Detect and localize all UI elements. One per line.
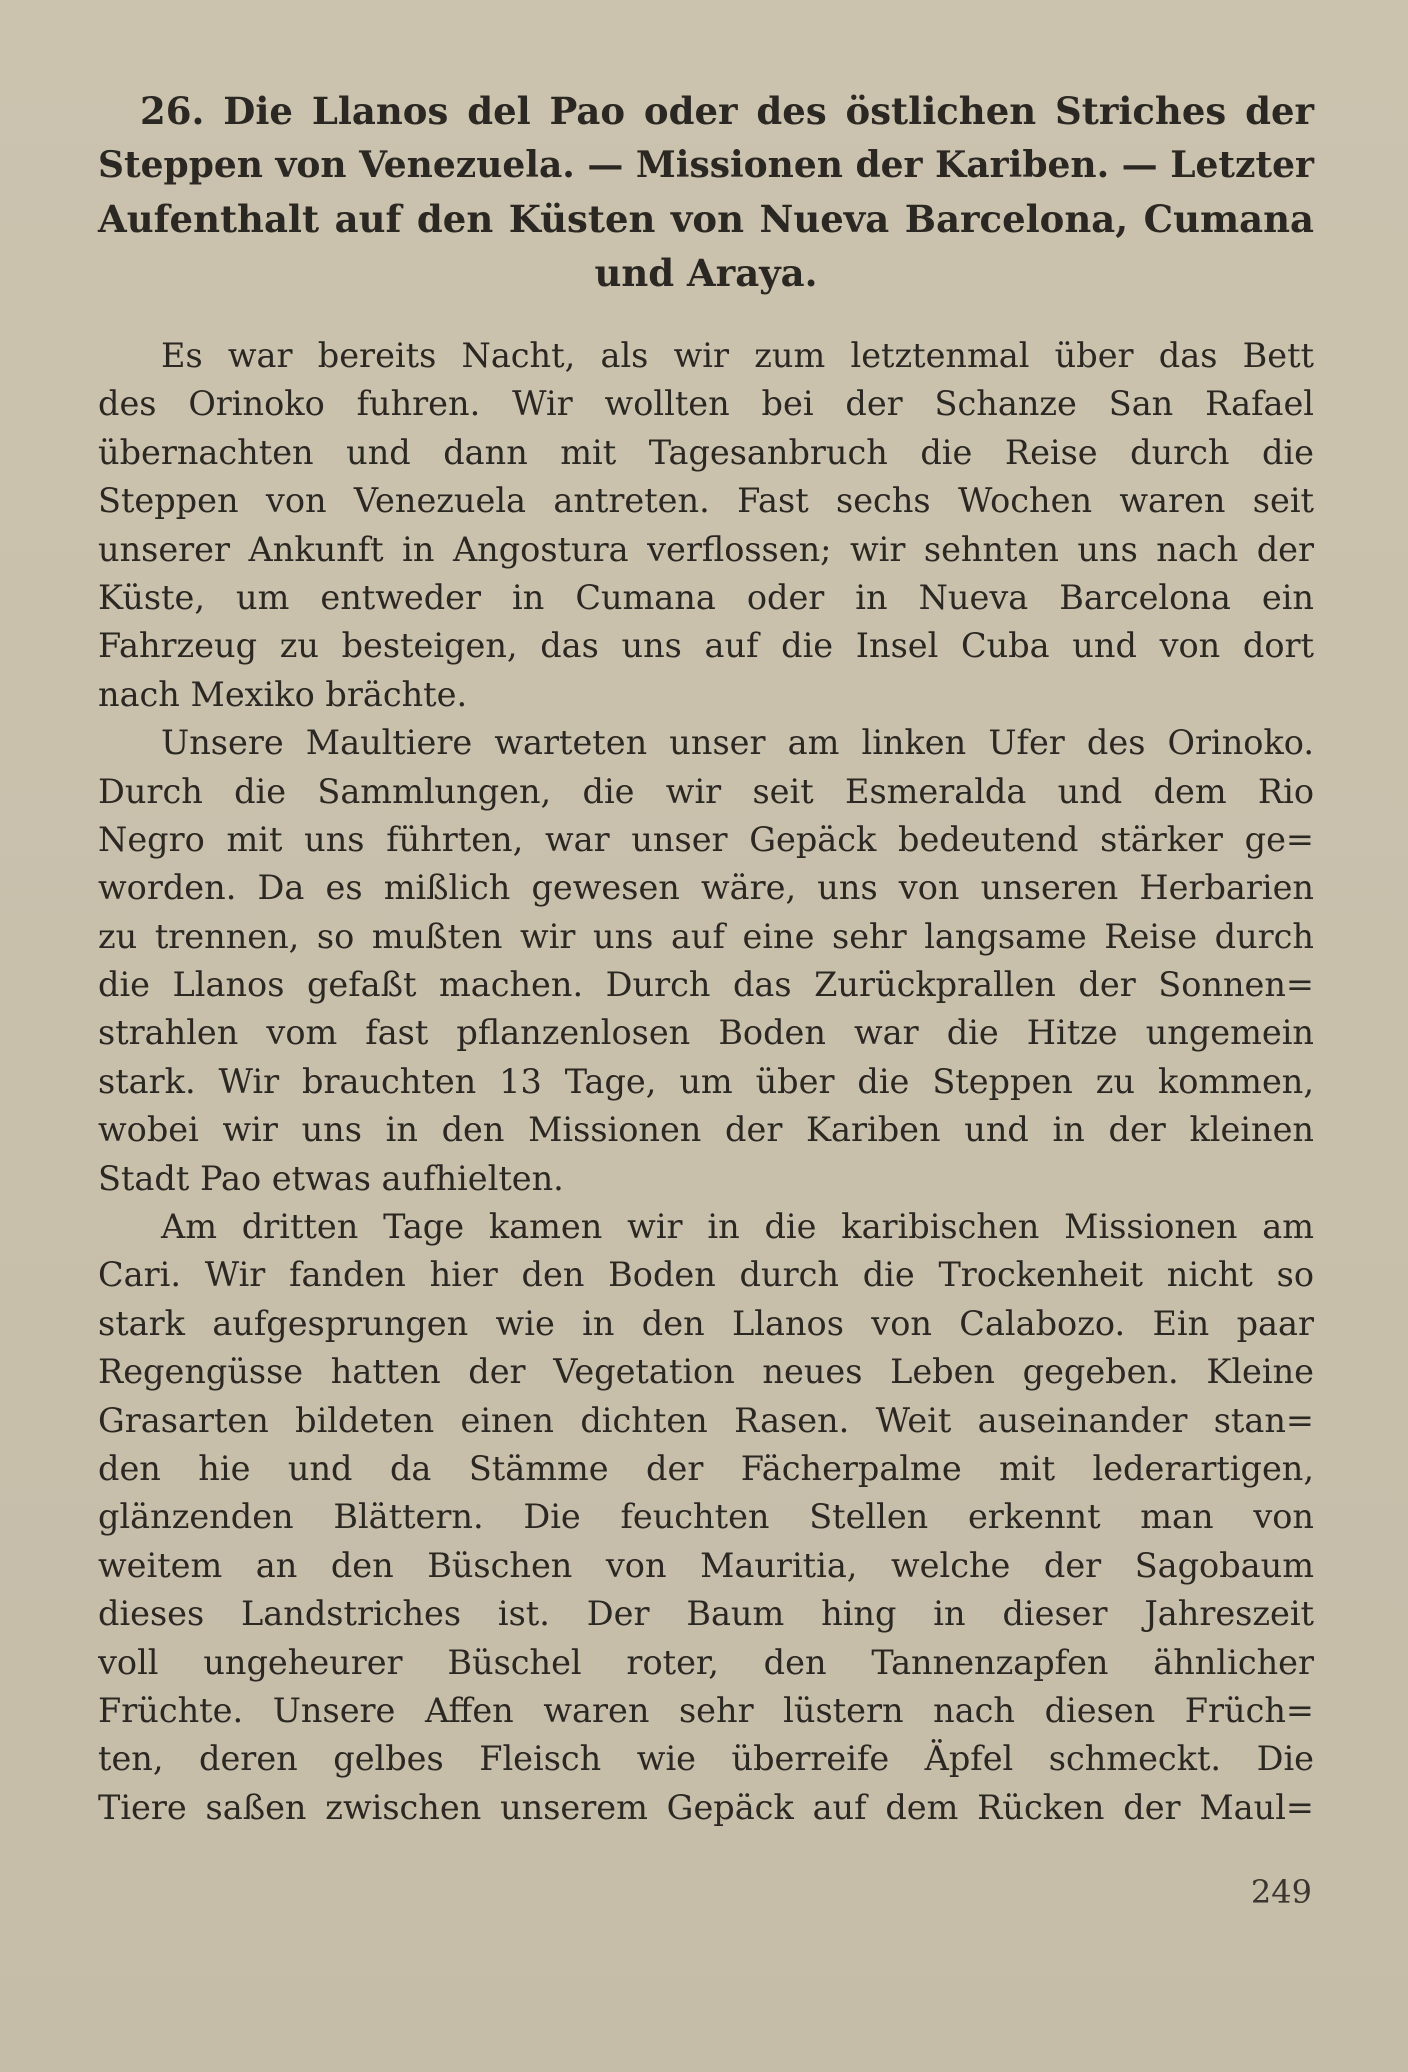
text-line: Cari. Wir fanden hier den Boden durch die Trockenheit nicht so: [98, 1255, 1314, 1295]
text-line: Früchte. Unsere Affen waren sehr lüstern nach diesen Früch=: [98, 1690, 1314, 1730]
heading-line: und Araya.: [594, 251, 818, 295]
text-line: Am dritten Tage kamen wir in die karibischen Missionen am: [161, 1207, 1314, 1247]
text-line: wobei wir uns in den Missionen der Kariben und in der kleinen: [98, 1110, 1314, 1150]
chapter-heading: [98, 84, 1314, 300]
text-line: Negro mit uns führten, war unser Gepäck bedeutend stärker ge=: [98, 819, 1314, 859]
paragraph-2: [98, 719, 1314, 1203]
text-line: dieses Landstriches ist. Der Baum hing in dieser Jahreszeit: [98, 1594, 1314, 1634]
text-line: stark aufgesprungen wie in den Llanos von Calabozo. Ein paar: [98, 1303, 1314, 1343]
text-line: Es war bereits Nacht, als wir zum letztenmal über das Bett: [161, 336, 1314, 375]
text-line: strahlen vom fast pflanzenlosen Boden war die Hitze ungemein: [98, 1013, 1314, 1053]
text-line: Küste, um entweder in Cumana oder in Nueva Barcelona ein: [98, 577, 1314, 617]
text-line: Steppen von Venezuela antreten. Fast sechs Wochen waren seit: [98, 481, 1314, 521]
text-line: weitem an den Büschen von Mauritia, welche der Sagobaum: [98, 1545, 1314, 1585]
paragraph-1: [98, 332, 1314, 719]
text-line: voll ungeheurer Büschel roter, den Tannenzapfen ähnlicher: [98, 1642, 1314, 1682]
text-line: Fahrzeug zu besteigen, das uns auf die Insel Cuba und von dort: [98, 626, 1314, 666]
text-line: nach Mexiko brächte.: [98, 674, 468, 714]
text-line: die Llanos gefaßt machen. Durch das Zurückprallen der Sonnen=: [98, 965, 1314, 1005]
heading-line: Steppen von Venezuela. — Missionen der Kariben. — Letzter: [98, 144, 1314, 186]
text-line: worden. Da es mißlich gewesen wäre, uns von unseren Herbarien: [98, 868, 1314, 908]
text-line: Grasarten bildeten einen dichten Rasen. Weit auseinander stan=: [98, 1400, 1314, 1440]
text-line: Regengüsse hatten der Vegetation neues Leben gegeben. Kleine: [98, 1352, 1314, 1392]
text-line: ten, deren gelbes Fleisch wie überreife Äpfel schmeckt. Die: [98, 1739, 1314, 1779]
text-line: Unsere Maultiere warteten unser am linken Ufer des Orinoko.: [161, 723, 1314, 763]
heading-line: Aufenthalt auf den Küsten von Nueva Barcelona, Cumana: [98, 197, 1314, 241]
text-line: Stadt Pao etwas aufhielten.: [98, 1158, 564, 1198]
body-text: [98, 332, 1314, 1832]
text-line: übernachten und dann mit Tagesanbruch die Reise durch die: [98, 432, 1314, 472]
page-number: 249: [1250, 1873, 1312, 1911]
text-line: des Orinoko fuhren. Wir wollten bei der Schanze San Rafael: [98, 384, 1314, 424]
heading-line: 26. Die Llanos del Pao oder des östlichen Striches der: [140, 89, 1314, 133]
text-line: unserer Ankunft in Angostura verflossen; wir sehnten uns nach der: [98, 529, 1314, 569]
paragraph-3: [98, 1203, 1314, 1832]
text-line: glänzenden Blättern. Die feuchten Stellen erkennt man von: [98, 1497, 1314, 1537]
text-line: stark. Wir brauchten 13 Tage, um über die Steppen zu kommen,: [98, 1061, 1314, 1101]
text-line: den hie und da Stämme der Fächerpalme mit lederartigen,: [98, 1448, 1314, 1488]
text-line: zu trennen, so mußten wir uns auf eine sehr langsame Reise durch: [98, 916, 1314, 956]
text-line: Tiere saßen zwischen unserem Gepäck auf dem Rücken der Maul=: [98, 1787, 1314, 1827]
text-line: Durch die Sammlungen, die wir seit Esmeralda und dem Rio: [98, 771, 1314, 811]
